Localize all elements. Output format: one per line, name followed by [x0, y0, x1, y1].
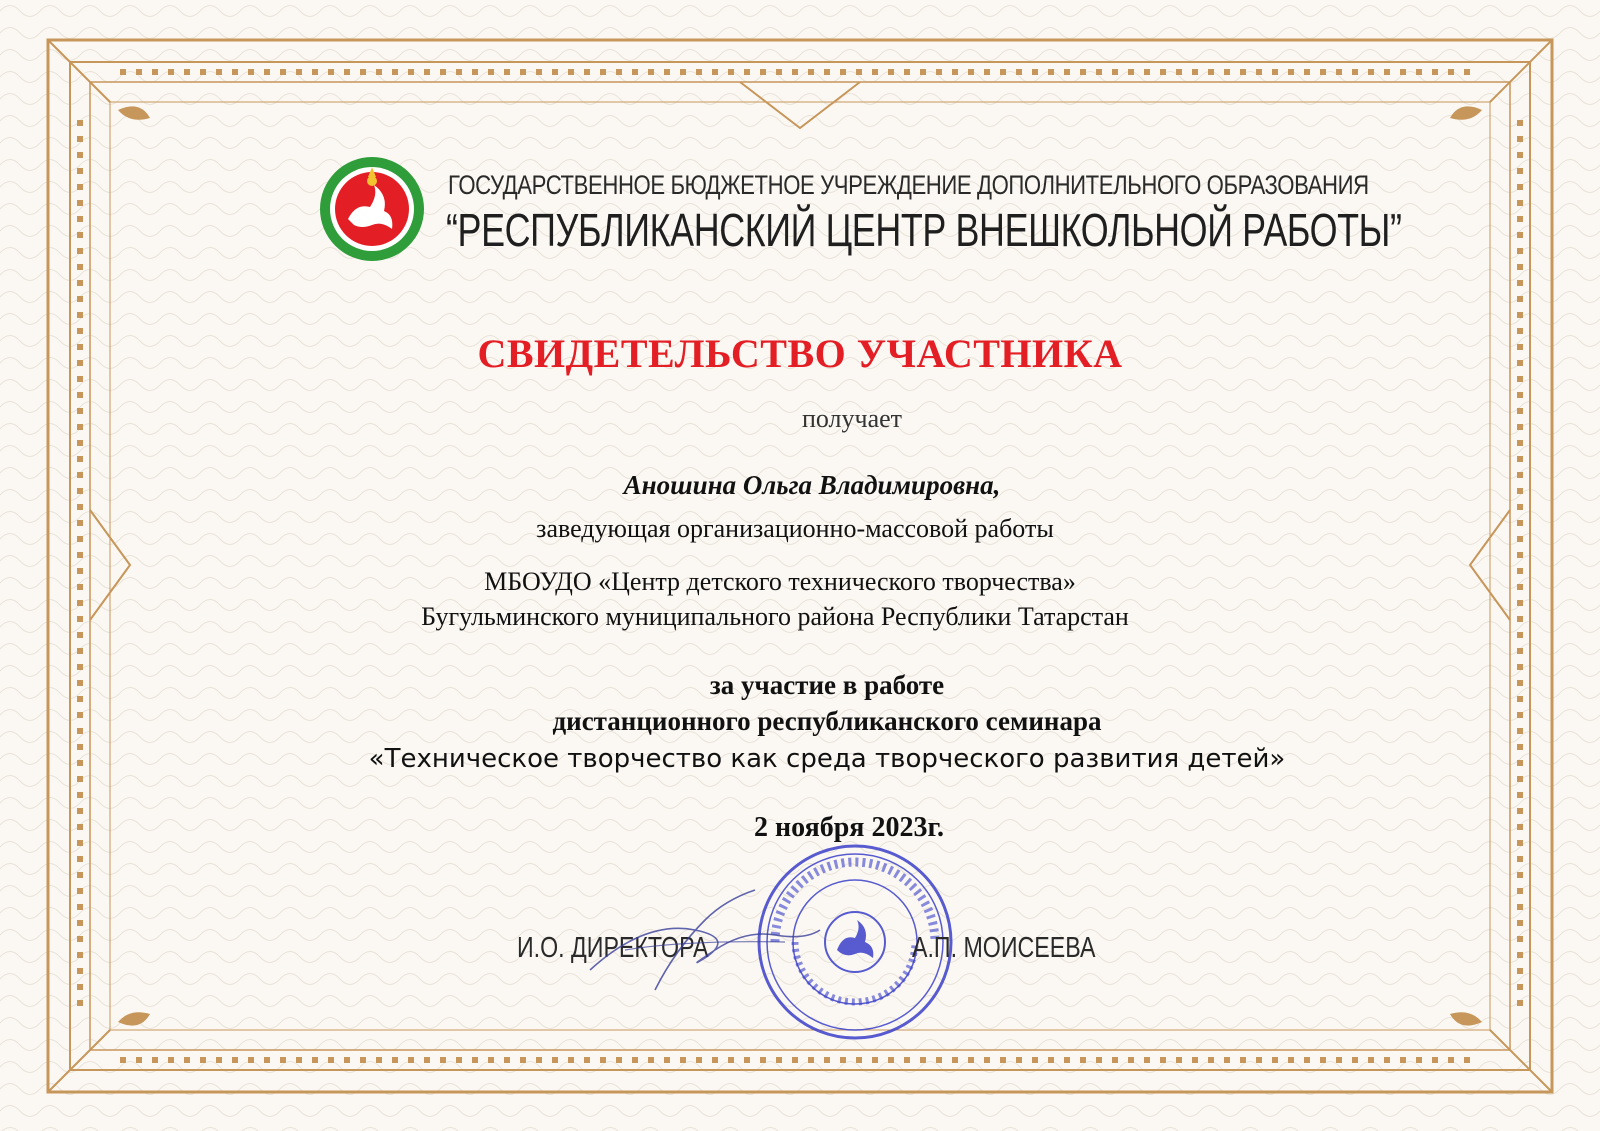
- handwritten-signature: [585, 880, 825, 1000]
- institution-name: “РЕСПУБЛИКАНСКИЙ ЦЕНТР ВНЕШКОЛЬНОЙ РАБОТЫ”: [446, 204, 1402, 256]
- seminar-title: «Техническое творчество как среда творческого развития детей»: [368, 744, 1286, 774]
- director-title: И.О. ДИРЕКТОРА: [517, 932, 709, 964]
- recipient-name: Аношина Ольга Владимировна,: [623, 470, 1001, 500]
- receives-label: получает: [801, 404, 903, 433]
- reason-line-2: дистанционного республиканского семинара: [552, 706, 1102, 736]
- reason-line-1: за участие в работе: [709, 670, 945, 700]
- tatarstan-emblem: [318, 155, 426, 263]
- recipient-position: заведующая организационно-массовой работы: [536, 514, 1054, 543]
- organization-line-2: Бугульминского муниципального района Республики Татарстан: [421, 602, 1129, 631]
- certificate-title: СВИДЕТЕЛЬСТВО УЧАСТНИКА: [477, 331, 1123, 376]
- institution-type: ГОСУДАРСТВЕННОЕ БЮДЖЕТНОЕ УЧРЕЖДЕНИЕ ДОПОЛНИТЕЛЬНОГО ОБРАЗОВАНИЯ: [448, 170, 1369, 200]
- organization-line-1: МБОУДО «Центр детского технического творчества»: [484, 567, 1076, 596]
- director-name: А.П. МОИСЕЕВА: [912, 932, 1096, 964]
- certificate-date: 2 ноября 2023г.: [753, 812, 945, 843]
